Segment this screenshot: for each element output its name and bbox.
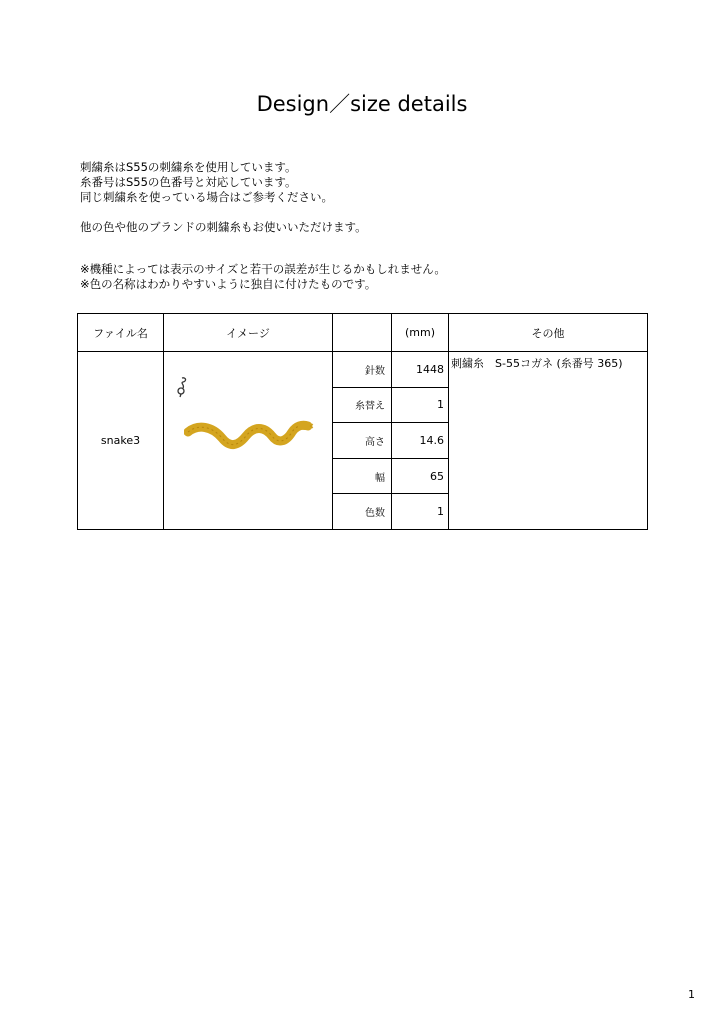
spec-label: 色数: [333, 494, 392, 530]
spec-value: 65: [392, 458, 449, 494]
spec-value: 1448: [392, 352, 449, 388]
header-row: [78, 314, 648, 352]
spec-label: 幅: [333, 458, 392, 494]
thread-order-icon: [176, 376, 192, 398]
page-title: Design／size details: [256, 92, 468, 116]
header-spec: [333, 314, 392, 352]
spec-value: 1: [392, 494, 449, 530]
file-name: snake3: [78, 352, 164, 530]
details-table: [77, 313, 648, 530]
header-file: ファイル名: [78, 314, 164, 352]
note-line: ※機種によっては表示のサイズと若干の誤差が生じるかもしれません。: [80, 262, 446, 276]
page-number: 1: [688, 988, 695, 1001]
spec-value: 1: [392, 387, 449, 423]
notes: [80, 160, 446, 292]
header-other: その他: [449, 314, 648, 352]
note-line: 他の色や他のブランドの刺繍糸もお使いいただけます。: [80, 220, 367, 234]
spec-label: 高さ: [333, 423, 392, 459]
snake-embroidery-icon: [184, 416, 314, 456]
other-info: 刺繍糸 S-55コガネ (糸番号 365): [449, 352, 648, 530]
note-line: 刺繍糸はS55の刺繍糸を使用しています。: [80, 160, 297, 174]
note-line: 糸番号はS55の色番号と対応しています。: [80, 175, 297, 189]
spec-label: 糸替え: [333, 387, 392, 423]
design-image: [164, 352, 333, 530]
table-row: [78, 352, 648, 388]
spec-label: 針数: [333, 352, 392, 388]
header-unit: (mm): [392, 314, 449, 352]
note-line: ※色の名称はわかりやすいように独自に付けたものです。: [80, 277, 377, 291]
header-image: イメージ: [164, 314, 333, 352]
note-line: 同じ刺繍糸を使っている場合はご参考ください。: [80, 190, 333, 204]
spec-value: 14.6: [392, 423, 449, 459]
